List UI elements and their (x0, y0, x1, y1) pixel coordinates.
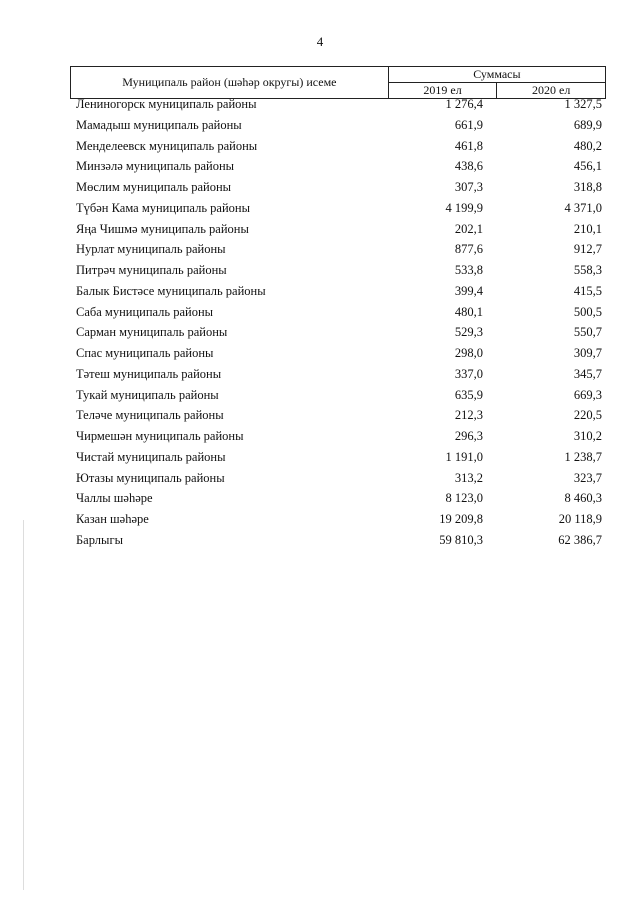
value-2019: 59 810,3 (439, 532, 483, 547)
district-name: Минзәлә муниципаль районы (76, 159, 235, 174)
year-2020-header: 2020 ел (497, 83, 606, 99)
table-row (0, 533, 640, 554)
district-name: Чаллы шәһәре (76, 491, 153, 506)
value-2019: 399,4 (454, 283, 483, 298)
table-row (0, 346, 640, 367)
district-name: Саба муниципаль районы (76, 304, 214, 319)
district-name: Теләче муниципаль районы (76, 408, 224, 423)
value-2019: 461,8 (454, 138, 483, 153)
table-row (0, 242, 640, 263)
district-name: Чирмешән муниципаль районы (76, 429, 244, 443)
value-2019: 337,0 (454, 366, 483, 381)
table-row (0, 159, 640, 180)
value-2020: 309,7 (573, 346, 602, 360)
table-row (0, 118, 640, 139)
value-2020: 689,9 (573, 117, 602, 132)
value-2020: 456,1 (573, 159, 602, 174)
value-2020: 480,2 (573, 138, 602, 153)
table-row (0, 139, 640, 160)
district-name: Нурлат муниципаль районы (76, 242, 226, 257)
value-2020: 500,5 (573, 304, 602, 319)
year-2019-header: 2019 ел (388, 83, 497, 99)
district-name: Түбән Кама муниципаль районы (76, 200, 250, 215)
value-2019: 533,8 (454, 263, 483, 277)
value-2019: 202,1 (454, 221, 483, 236)
table-row (0, 388, 640, 409)
value-2019: 19 209,8 (439, 512, 483, 526)
value-2019: 4 199,9 (445, 200, 483, 215)
table-row (0, 284, 640, 305)
value-2020: 8 460,3 (564, 491, 602, 506)
district-name: Яңа Чишмә муниципаль районы (76, 221, 249, 236)
table-header (70, 66, 606, 99)
district-name: Балык Бистәсе муниципаль районы (76, 283, 266, 298)
value-2020: 558,3 (573, 263, 602, 277)
district-name: Питрәч муниципаль районы (76, 263, 227, 277)
table-row (0, 429, 640, 450)
table-row (0, 97, 640, 118)
value-2019: 1 191,0 (445, 449, 483, 464)
district-name: Чистай муниципаль районы (76, 449, 226, 464)
value-2019: 877,6 (454, 242, 483, 257)
value-2019: 212,3 (454, 408, 483, 423)
table-row (0, 408, 640, 429)
district-name: Тукай муниципаль районы (76, 387, 219, 402)
value-2020: 220,5 (573, 408, 602, 423)
table-row (0, 222, 640, 243)
district-name: Тәтеш муниципаль районы (76, 366, 222, 381)
value-2020: 20 118,9 (558, 512, 602, 526)
value-2019: 8 123,0 (445, 491, 483, 506)
value-2019: 529,3 (454, 325, 483, 340)
table-row (0, 512, 640, 533)
table-body (0, 97, 640, 554)
value-2020: 345,7 (573, 366, 602, 381)
value-2020: 669,3 (573, 387, 602, 402)
value-2020: 62 386,7 (558, 532, 602, 547)
table-row (0, 471, 640, 492)
table-row (0, 180, 640, 201)
value-2020: 318,8 (573, 180, 602, 194)
value-2019: 1 276,4 (445, 97, 483, 111)
sum-column-header: Суммасы (388, 67, 605, 83)
value-2019: 438,6 (454, 159, 483, 174)
table-row (0, 263, 640, 284)
value-2020: 415,5 (573, 283, 602, 298)
district-name: Менделеевск муниципаль районы (76, 138, 258, 153)
table-row (0, 450, 640, 471)
value-2019: 313,2 (454, 470, 483, 485)
district-name: Сарман муниципаль районы (76, 325, 228, 340)
district-name: Лениногорск муниципаль районы (76, 97, 257, 111)
table-row (0, 491, 640, 512)
district-name: Ютазы муниципаль районы (76, 470, 225, 485)
table-row (0, 325, 640, 346)
value-2019: 635,9 (454, 387, 483, 402)
value-2019: 298,0 (454, 346, 483, 360)
value-2020: 1 327,5 (564, 97, 602, 111)
value-2020: 210,1 (573, 221, 602, 236)
district-name: Спас муниципаль районы (76, 346, 214, 360)
value-2019: 661,9 (454, 117, 483, 132)
name-column-header: Муниципаль район (шәһәр округы) исеме (71, 67, 389, 99)
value-2019: 296,3 (454, 429, 483, 443)
value-2020: 310,2 (573, 429, 602, 443)
district-name: Мамадыш муниципаль районы (76, 117, 242, 132)
value-2019: 307,3 (454, 180, 483, 194)
district-name: Мөслим муниципаль районы (76, 180, 232, 194)
scan-margin-line (23, 520, 24, 890)
value-2019: 480,1 (454, 304, 483, 319)
value-2020: 4 371,0 (564, 200, 602, 215)
table-row (0, 201, 640, 222)
value-2020: 912,7 (573, 242, 602, 257)
value-2020: 550,7 (573, 325, 602, 340)
district-name: Казан шәһәре (76, 512, 149, 526)
value-2020: 323,7 (573, 470, 602, 485)
district-name: Барлыгы (76, 532, 123, 547)
table-row (0, 305, 640, 326)
page-number: 4 (316, 34, 324, 49)
table-row (0, 367, 640, 388)
value-2020: 1 238,7 (564, 449, 602, 464)
